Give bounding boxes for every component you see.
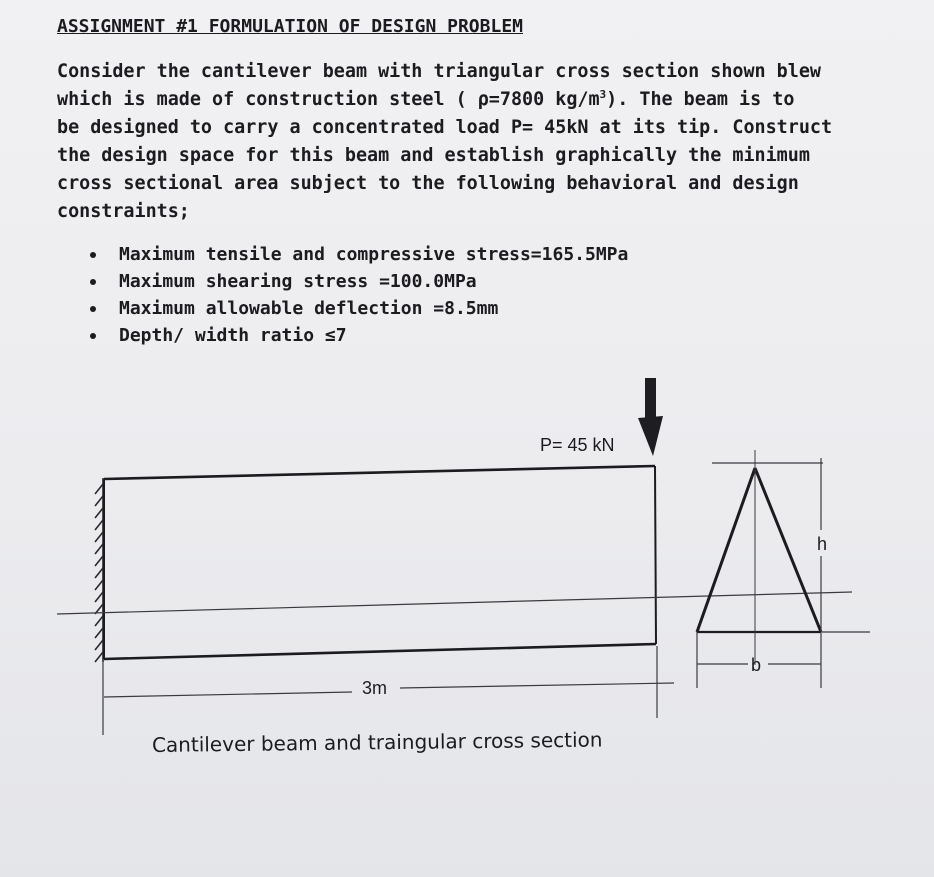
triangular-cross-section (697, 450, 823, 688)
neutral-axis-line (57, 592, 852, 614)
constraint-item-deflection: Maximum allowable deflection =8.5mm (90, 295, 628, 322)
length-dimension (103, 646, 674, 735)
height-label: h (817, 534, 828, 554)
load-label: P= 45 kN (540, 435, 615, 455)
density-text: which is made of construction steel ( ρ=7800 kg/m (57, 89, 600, 110)
beam-bottom-edge (104, 644, 656, 659)
triangle-left-side (697, 468, 755, 632)
fixed-support (95, 478, 103, 662)
density-close-text: ). The beam is to (606, 89, 795, 110)
beam-top-edge (104, 466, 655, 479)
beam-body (104, 466, 656, 659)
beam-tip-edge (655, 466, 656, 644)
width-label: b (751, 655, 762, 675)
dimension-line-right (400, 683, 674, 688)
density-exponent: 3 (599, 87, 607, 101)
constraint-item-ratio: Depth/ width ratio ≤7 (90, 322, 628, 349)
constraint-item-shear: Maximum shearing stress =100.0MPa (90, 268, 628, 295)
statement-line-5: cross sectional area subject to the following behavioral and design (57, 173, 799, 194)
statement-line-3: be designed to carry a concentrated load P= 45kN at its tip. Construct (57, 117, 833, 138)
triangle-right-side (755, 468, 821, 632)
assignment-title: ASSIGNMENT #1 FORMULATION OF DESIGN PROBLEM (57, 16, 523, 37)
statement-line-4: the design space for this beam and establish graphically the minimum (57, 145, 810, 166)
constraint-item-stress: Maximum tensile and compressive stress=165.5MPa (90, 241, 628, 268)
statement-line-1: Consider the cantilever beam with triangular cross section shown blew (57, 61, 821, 82)
figure-caption: Cantilever beam and traingular cross section (151, 727, 603, 757)
wall-hatching (95, 484, 103, 662)
statement-line-6: constraints; (57, 201, 190, 222)
dimension-line-left (104, 692, 352, 697)
load-arrow-icon (638, 378, 663, 456)
length-label: 3m (362, 678, 388, 698)
